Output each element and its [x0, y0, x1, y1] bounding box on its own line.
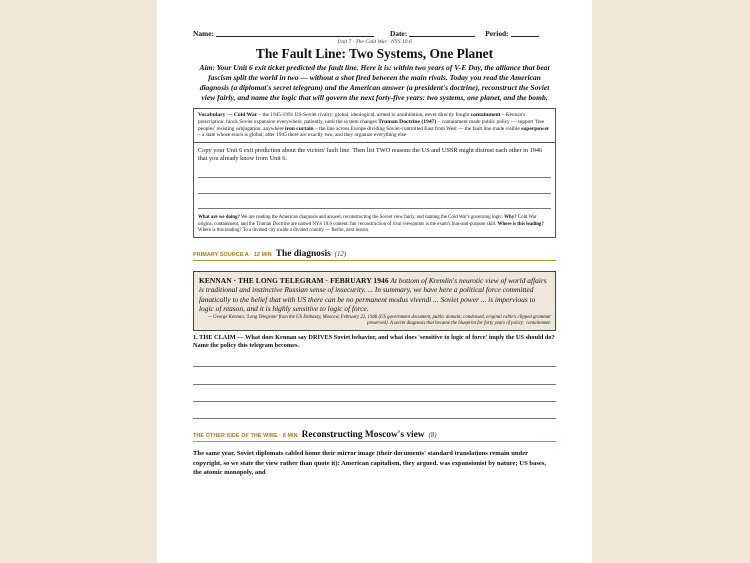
answer-line[interactable] [193, 385, 556, 402]
primary-source-box [193, 271, 556, 331]
aim-text: Your Unit 6 exit ticket predicted the fault line. Here it is: within two years of V-E Day, the alliance that beat fascism split the world in two — without a shot fired between the main rivals. Today you read the American diagnosis (a diplomat's secret telegram) and the American answer (a president's doctrine), reconstruct the Soviet view fairly, and name the logic that will govern the next forty-five years: two systems, one planet, and the bomb. [199, 63, 550, 103]
vocab-term-truman-doctrine: Truman Doctrine (1947) [378, 118, 437, 125]
question-1: 1. THE CLAIM — What does Kennan say DRIVES Soviet behavior, and what does 'sensitive to logic of force' imply the US should do? Name the policy this telegram becomes. [193, 333, 555, 349]
aim-label: Aim: [199, 63, 215, 72]
vocab-def-cold-war: – the 1945-1991 US-Soviet rivalry: global, ideological, armed to annihilation, never directly fought [257, 112, 471, 119]
vocab-def-containment: – Kennan's prescription: block Soviet expansion everywhere, patiently, until the system changes [198, 112, 526, 125]
period-field[interactable] [511, 29, 539, 37]
source-lead: KENNAN · THE LONG TELEGRAM · FEBRUARY 1946 [199, 276, 389, 286]
section-header-moscow [193, 430, 556, 442]
name-label: Name: [193, 29, 214, 38]
unit-line: Unit 7 · The Cold War · NYS 10.6 [337, 39, 412, 45]
wad-answer-2: Cold War origins, containment, and the Truman Doctrine are named NYS 10.6 content; fair reconstruction of rival viewpoints is the exam's bias-and-purpose skill. [198, 215, 537, 227]
answer-line[interactable] [193, 367, 556, 384]
source-quote: At bottom of Kremlin's neurotic view of world affairs is traditional and instinctive Russian sense of insecurity. ... In summary, we have here a political force committed fanatically to the belief that with US there can be no permanent modus vivendi ... Soviet power ... is impervious to logic of reason, and it is highly sensitive to logic of force. [199, 276, 547, 314]
section-header-diagnosis [193, 249, 556, 261]
wad-answer-1: We are reading the American diagnosis and answer, reconstructing the Soviet view fairly, and naming the Cold War's governing logic. [239, 215, 505, 221]
aim-statement [193, 63, 556, 103]
vocab-term-superpower: superpower [521, 125, 550, 132]
answer-line[interactable] [198, 163, 551, 179]
header-fields [193, 27, 556, 38]
warmup-prompt: Copy your Unit 6 exit prediction about the victors' fault line. Then list TWO reasons the US and USSR might distrust each other in 1946 that you already know from Unit 6. [198, 146, 543, 162]
section-number: (12) [334, 251, 347, 259]
vocab-term-containment: containment [470, 112, 501, 119]
date-field[interactable] [409, 29, 475, 37]
vocab-term-iron-curtain: iron curtain [285, 125, 314, 132]
vocab-def-superpower: – a state whose reach is global; after 1945 there are exactly two, and they organize everything else [198, 132, 407, 139]
answer-line[interactable] [198, 178, 551, 194]
warmup-box [193, 143, 556, 238]
answer-line[interactable] [193, 350, 556, 367]
period-label: Period: [485, 29, 509, 38]
section-heading: Reconstructing Moscow's view [301, 430, 425, 441]
page-title: The Fault Line: Two Systems, One Planet [255, 46, 494, 61]
wad-question-2: Why? [504, 215, 517, 221]
date-label: Date: [389, 29, 408, 38]
name-field[interactable] [216, 29, 374, 37]
wad-question-3: Where is this leading? [497, 221, 544, 227]
vocabulary-box [193, 108, 556, 142]
vocab-def-iron-curtain: – the line across Europe dividing Soviet-controlled East from West — the fault line made visible [313, 125, 522, 132]
section-number: (8) [428, 432, 437, 440]
wad-question-1: What are we doing? [198, 215, 240, 221]
answer-line[interactable] [193, 402, 556, 419]
section-tag: THE OTHER SIDE OF THE WIRE · 8 MIN [193, 433, 298, 440]
worksheet-content [193, 27, 556, 477]
vocab-term-cold-war: Vocabulary — Cold War [198, 112, 258, 119]
answer-line[interactable] [198, 194, 551, 210]
section-tag: PRIMARY SOURCE A · 12 MIN [193, 252, 272, 259]
source-citation: — George Kennan, 'Long Telegram' from the US Embassy, Moscow, February 22, 1946 (US government document, public domain; condensed, original cable's clipped grammar preserved). A secret diagnosis that became the blueprint for forty years of policy: containment. [207, 315, 551, 327]
worksheet-page [157, 0, 592, 563]
closing-paragraph: The same year, Soviet diplomats cabled home their mirror image (their documents' standard translations remain under copyright, so we state the view rather than quote it): American capitalism, they argued, was expansionist by nature; US bases, the atomic monopoly, and [193, 450, 547, 476]
source-text [199, 276, 551, 313]
vocab-def-truman-doctrine: – containment made public policy — support 'free peoples' resisting subjugation, anywhere [198, 118, 545, 132]
wad-answer-3: Where is this leading? To a divided city inside a divided country — Berlin, next lesson. [198, 227, 370, 233]
what-are-we-doing-note [198, 215, 551, 234]
section-heading: The diagnosis [275, 249, 331, 260]
